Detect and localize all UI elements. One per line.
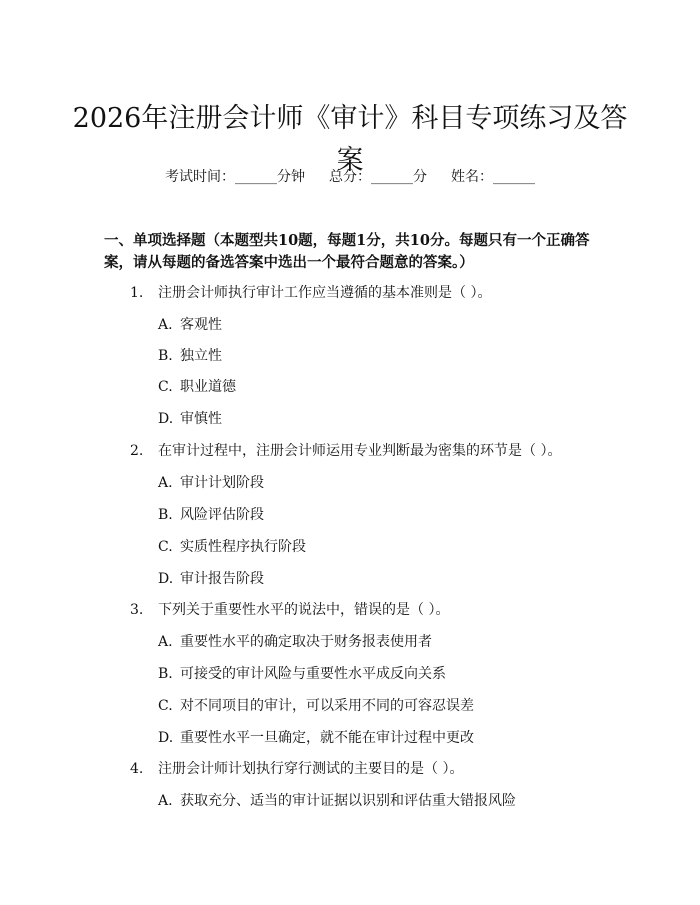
option-4a [158, 791, 516, 811]
option-text: 独立性 [180, 348, 222, 364]
document-title: 2026年注册会计师《审计》科目专项练习及答案 [72, 103, 628, 177]
option-2d [158, 569, 264, 589]
section-heading: 一、单项选择题（本题型共10题，每题1分，共10分。每题只有一个正确答案，请从每题的备选答案中选出一个最符合题意的答案。） [104, 232, 590, 271]
option-1d [158, 409, 222, 429]
question-text: 注册会计师执行审计工作应当遵循的基本准则是（ ）。 [158, 285, 492, 301]
question-text: 在审计过程中，注册会计师运用专业判断最为密集的环节是（ ）。 [158, 443, 562, 459]
option-letter: A. [158, 793, 173, 809]
option-letter: A. [158, 634, 173, 650]
total-score: 总分：______分 [329, 169, 427, 185]
option-text: 审慎性 [180, 411, 222, 427]
option-text: 职业道德 [180, 379, 236, 395]
option-letter: D. [158, 730, 174, 746]
question-3 [130, 600, 449, 620]
question-number: 3. [130, 602, 144, 618]
question-number: 2. [130, 443, 144, 459]
option-text: 审计报告阶段 [180, 571, 264, 587]
option-letter: D. [158, 411, 174, 427]
question-text: 注册会计师计划执行穿行测试的主要目的是（ ）。 [158, 761, 464, 777]
option-2a [158, 473, 264, 493]
option-text: 获取充分、适当的审计证据以识别和评估重大错报风险 [180, 793, 516, 809]
option-letter: C. [158, 539, 173, 555]
question-2 [130, 441, 561, 461]
option-letter: B. [158, 348, 173, 364]
option-text: 重要性水平的确定取决于财务报表使用者 [180, 634, 432, 650]
option-letter: B. [158, 666, 173, 682]
option-letter: A. [158, 317, 173, 333]
question-1 [130, 283, 491, 303]
question-number: 4. [130, 761, 144, 777]
option-letter: A. [158, 475, 173, 491]
exam-info [0, 167, 700, 187]
question-4 [130, 759, 463, 779]
exam-time: 考试时间：______分钟 [165, 169, 305, 185]
student-name: 姓名：______ [451, 169, 535, 185]
question-number: 1. [130, 285, 144, 301]
question-text: 下列关于重要性水平的说法中，错误的是（ ）。 [158, 602, 450, 618]
option-text: 实质性程序执行阶段 [180, 539, 306, 555]
option-text: 客观性 [180, 317, 222, 333]
option-1b [158, 346, 222, 366]
option-text: 风险评估阶段 [180, 507, 264, 523]
option-1c [158, 377, 236, 397]
option-text: 对不同项目的审计，可以采用不同的可容忍误差 [180, 698, 474, 714]
option-letter: D. [158, 571, 174, 587]
option-text: 可接受的审计风险与重要性水平成反向关系 [180, 666, 446, 682]
option-2c [158, 537, 306, 557]
option-3d [158, 728, 474, 748]
option-letter: C. [158, 698, 173, 714]
option-text: 重要性水平一旦确定，就不能在审计过程中更改 [180, 730, 474, 746]
option-3b [158, 664, 446, 684]
option-letter: B. [158, 507, 173, 523]
option-3c [158, 696, 474, 716]
option-2b [158, 505, 264, 525]
option-1a [158, 315, 222, 335]
option-3a [158, 632, 432, 652]
option-text: 审计计划阶段 [180, 475, 264, 491]
option-letter: C. [158, 379, 173, 395]
